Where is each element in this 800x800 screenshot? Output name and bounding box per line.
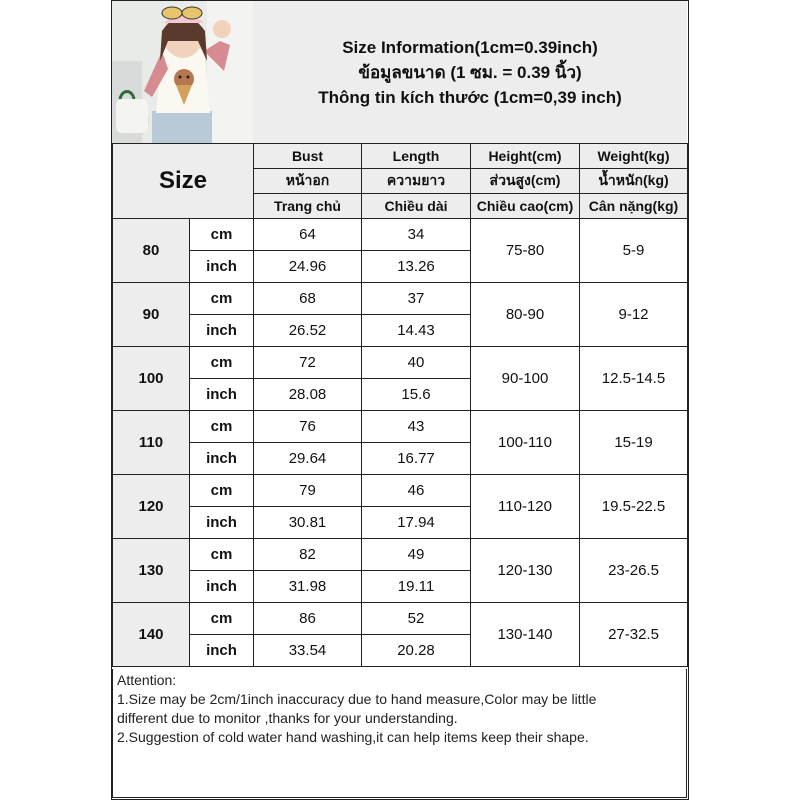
notes-line-1a: 1.Size may be 2cm/1inch inaccuracy due to hand measure,Color may be little <box>117 691 597 707</box>
bust-inch: 28.08 <box>254 379 362 411</box>
length-cm: 34 <box>362 219 471 251</box>
unit-cm: cm <box>190 347 254 379</box>
bust-cm: 72 <box>254 347 362 379</box>
length-inch: 15.6 <box>362 379 471 411</box>
unit-inch: inch <box>190 379 254 411</box>
size-label: 80 <box>113 219 190 283</box>
bust-inch: 24.96 <box>254 251 362 283</box>
header-length-vi: Chiều dài <box>362 194 471 219</box>
size-information-header <box>253 1 687 143</box>
header-height-th: ส่วนสูง(cm) <box>471 169 580 194</box>
height-range: 120-130 <box>471 539 580 603</box>
notes-line-2: 2.Suggestion of cold water hand washing,it can help items keep their shape. <box>117 729 589 745</box>
unit-inch: inch <box>190 251 254 283</box>
bust-inch: 33.54 <box>254 635 362 667</box>
header-weight-en: Weight(kg) <box>580 144 688 169</box>
unit-cm: cm <box>190 475 254 507</box>
length-inch: 20.28 <box>362 635 471 667</box>
length-inch: 17.94 <box>362 507 471 539</box>
weight-range: 12.5-14.5 <box>580 347 688 411</box>
size-chart-table <box>112 143 688 667</box>
bust-inch: 30.81 <box>254 507 362 539</box>
bust-cm: 68 <box>254 283 362 315</box>
header-bust-th: หน้าอก <box>254 169 362 194</box>
length-inch: 16.77 <box>362 443 471 475</box>
unit-inch: inch <box>190 571 254 603</box>
bust-cm: 64 <box>254 219 362 251</box>
length-cm: 37 <box>362 283 471 315</box>
attention-notes <box>112 669 687 798</box>
height-range: 75-80 <box>471 219 580 283</box>
height-range: 100-110 <box>471 411 580 475</box>
weight-range: 27-32.5 <box>580 603 688 667</box>
size-label: 130 <box>113 539 190 603</box>
girl-photo-illustration <box>112 1 253 143</box>
height-range: 80-90 <box>471 283 580 347</box>
table-row <box>113 283 688 315</box>
unit-cm: cm <box>190 411 254 443</box>
unit-inch: inch <box>190 635 254 667</box>
size-label: 100 <box>113 347 190 411</box>
unit-cm: cm <box>190 603 254 635</box>
length-cm: 52 <box>362 603 471 635</box>
weight-range: 15-19 <box>580 411 688 475</box>
header-height-en: Height(cm) <box>471 144 580 169</box>
header-weight-th: น้ำหนัก(kg) <box>580 169 688 194</box>
header-height-vi: Chiều cao(cm) <box>471 194 580 219</box>
length-cm: 40 <box>362 347 471 379</box>
unit-inch: inch <box>190 315 254 347</box>
bust-cm: 79 <box>254 475 362 507</box>
unit-cm: cm <box>190 283 254 315</box>
length-inch: 14.43 <box>362 315 471 347</box>
height-range: 110-120 <box>471 475 580 539</box>
table-row <box>113 347 688 379</box>
length-cm: 49 <box>362 539 471 571</box>
unit-inch: inch <box>190 507 254 539</box>
unit-inch: inch <box>190 443 254 475</box>
length-inch: 19.11 <box>362 571 471 603</box>
header-length-th: ความยาว <box>362 169 471 194</box>
bust-inch: 29.64 <box>254 443 362 475</box>
header-row-1 <box>113 144 688 169</box>
bust-inch: 31.98 <box>254 571 362 603</box>
weight-range: 9-12 <box>580 283 688 347</box>
info-line-vietnamese: Thông tin kích thước (1cm=0,39 inch) <box>318 87 622 107</box>
notes-line-1b: different due to monitor ,thanks for your understanding. <box>117 710 458 726</box>
size-column-header: Size <box>113 144 254 219</box>
length-cm: 46 <box>362 475 471 507</box>
table-row <box>113 411 688 443</box>
header-bust-en: Bust <box>254 144 362 169</box>
size-label: 110 <box>113 411 190 475</box>
header-length-en: Length <box>362 144 471 169</box>
table-row <box>113 219 688 251</box>
weight-range: 5-9 <box>580 219 688 283</box>
table-row <box>113 475 688 507</box>
height-range: 90-100 <box>471 347 580 411</box>
bust-cm: 86 <box>254 603 362 635</box>
unit-cm: cm <box>190 539 254 571</box>
table-row <box>113 539 688 571</box>
bust-cm: 82 <box>254 539 362 571</box>
info-line-english: Size Information(1cm=0.39inch) <box>342 37 598 57</box>
length-cm: 43 <box>362 411 471 443</box>
bust-cm: 76 <box>254 411 362 443</box>
unit-cm: cm <box>190 219 254 251</box>
product-photo <box>112 1 253 143</box>
header-bust-vi: Trang chủ <box>254 194 362 219</box>
height-range: 130-140 <box>471 603 580 667</box>
notes-title: Attention: <box>117 672 177 688</box>
weight-range: 19.5-22.5 <box>580 475 688 539</box>
weight-range: 23-26.5 <box>580 539 688 603</box>
table-row <box>113 603 688 635</box>
header-weight-vi: Cân nặng(kg) <box>580 194 688 219</box>
size-label: 120 <box>113 475 190 539</box>
bust-inch: 26.52 <box>254 315 362 347</box>
info-line-thai: ข้อมูลขนาด (1 ซม. = 0.39 นิ้ว) <box>358 62 582 82</box>
length-inch: 13.26 <box>362 251 471 283</box>
size-label: 90 <box>113 283 190 347</box>
size-label: 140 <box>113 603 190 667</box>
